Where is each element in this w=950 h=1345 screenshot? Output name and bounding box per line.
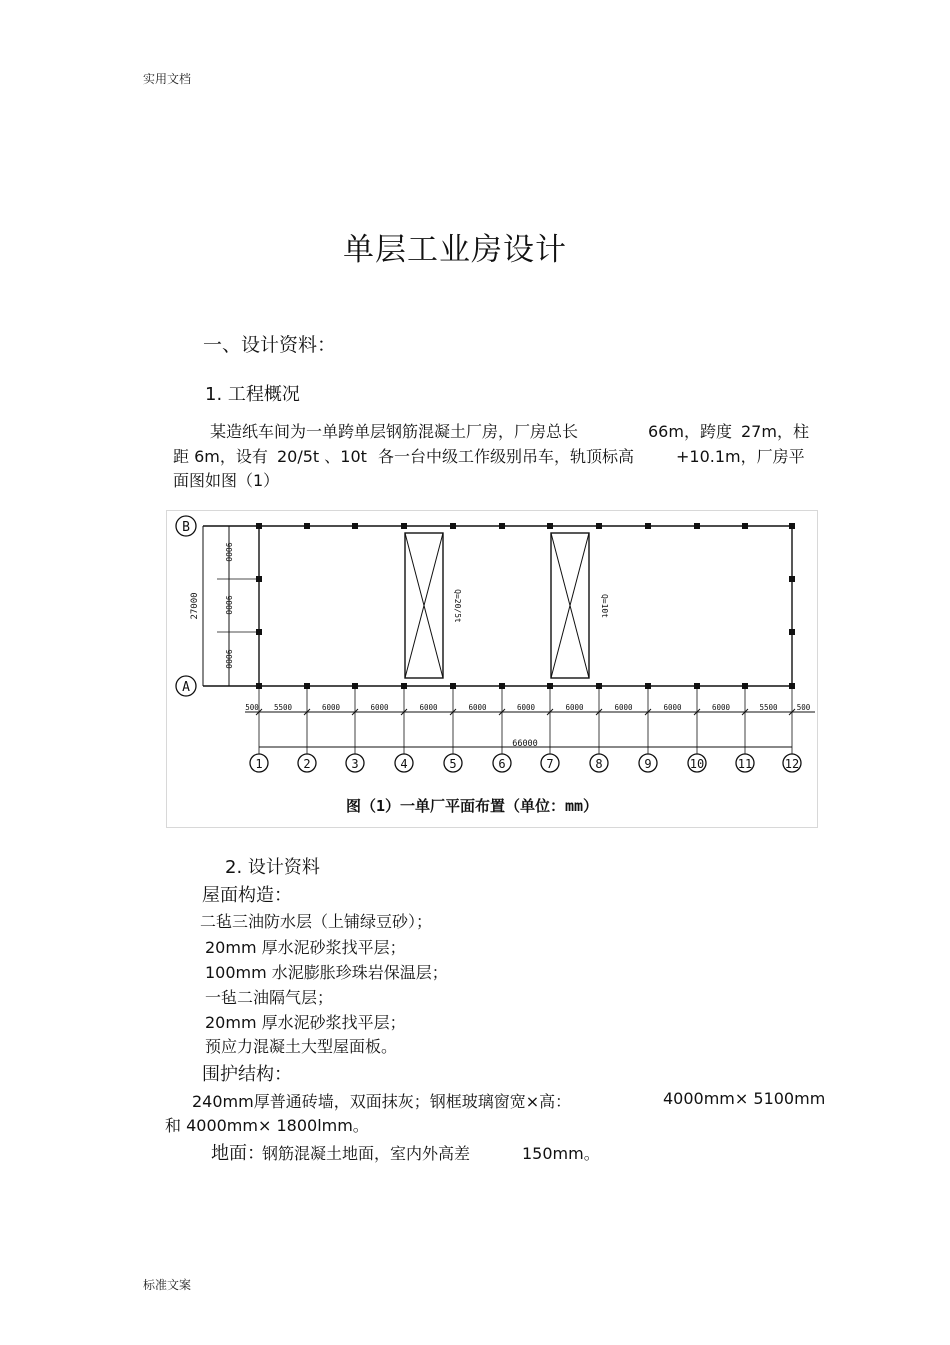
axis-number-9: 9 xyxy=(644,757,652,771)
bottom-dim-12: 5500 xyxy=(759,703,778,712)
roof-item-5: 20mm 厚水泥砂浆找平层； xyxy=(205,1013,406,1032)
left-dim-3: 9000 xyxy=(224,649,233,669)
enclosure-heading: 围护结构： xyxy=(202,1064,292,1085)
axis-number-11: 11 xyxy=(737,757,753,771)
roof-item-1: 二毡三油防水层（上铺绿豆砂）； xyxy=(200,912,433,931)
overview-line-1b: 66m，跨度 xyxy=(648,422,732,441)
overview-line-1c: 27m，柱 xyxy=(741,422,809,441)
bottom-dim-1: 500 xyxy=(245,703,259,712)
column-top-4 xyxy=(401,523,407,529)
column-top-2 xyxy=(304,523,310,529)
end-column-left-1 xyxy=(256,576,262,582)
roof-heading: 屋面构造： xyxy=(202,885,292,906)
enclosure-line-2: 和 4000mm× 1800lmm。 xyxy=(165,1116,369,1135)
crane-1-label: Q=20/5t xyxy=(453,589,462,623)
column-top-7 xyxy=(547,523,553,529)
roof-item-3: 100mm 水泥膨胀珍珠岩保温层； xyxy=(205,963,448,982)
bottom-dim-4: 6000 xyxy=(370,703,389,712)
roof-item-2: 20mm 厚水泥砂浆找平层； xyxy=(205,938,406,957)
column-top-8 xyxy=(596,523,602,529)
column-top-11 xyxy=(742,523,748,529)
end-column-left-2 xyxy=(256,629,262,635)
column-top-12 xyxy=(789,523,795,529)
ground-text: 钢筋混凝土地面，室内外高差 xyxy=(262,1144,471,1163)
enclosure-line-1a: 240mm厚普通砖墙，双面抹灰；钢框玻璃窗宽×高： xyxy=(192,1092,572,1111)
column-top-10 xyxy=(694,523,700,529)
left-dim-2: 9000 xyxy=(224,595,233,615)
axis-number-1: 1 xyxy=(255,757,263,771)
column-top-6 xyxy=(499,523,505,529)
column-top-9 xyxy=(645,523,651,529)
axis-number-4: 4 xyxy=(400,757,408,771)
axis-number-5: 5 xyxy=(449,757,457,771)
overview-line-3: 面图如图（1） xyxy=(173,471,280,490)
axis-number-8: 8 xyxy=(595,757,603,771)
subsection-heading-design-data: 2. 设计资料 xyxy=(225,857,320,878)
crane-2-label: Q=10t xyxy=(600,593,609,619)
bottom-dim-10: 6000 xyxy=(663,703,682,712)
total-span-dim: 27000 xyxy=(190,592,200,620)
end-column-right-2 xyxy=(789,629,795,635)
page-footer: 标准文案 xyxy=(143,1278,192,1292)
axis-letter-b: B xyxy=(182,520,190,535)
axis-number-12: 12 xyxy=(784,757,800,771)
overview-line-2d: +10.1m，厂房平 xyxy=(676,447,805,466)
bottom-dim-3: 6000 xyxy=(321,703,341,712)
bottom-dim-13: 500 xyxy=(796,703,811,712)
column-top-1 xyxy=(256,523,262,529)
bottom-dim-2: 5500 xyxy=(273,703,293,712)
bottom-dim-6: 6000 xyxy=(468,703,487,712)
subsection-heading-overview: 1. 工程概况 xyxy=(205,384,300,405)
plant-layout-figure xyxy=(166,510,818,828)
overview-line-2a: 距 6m，设有 xyxy=(173,447,268,466)
section-heading-design-data: 一、设计资料： xyxy=(203,334,337,356)
column-top-5 xyxy=(450,523,456,529)
axis-letter-a: A xyxy=(182,680,190,695)
left-dim-1: 9000 xyxy=(224,542,233,562)
bottom-dim-8: 6000 xyxy=(565,703,584,712)
total-length-dim: 66000 xyxy=(512,739,538,749)
page-header: 实用文档 xyxy=(143,72,192,86)
figure-caption: 图（1）一单厂平面布置（单位：mm） xyxy=(345,797,599,815)
bottom-dim-5: 6000 xyxy=(419,703,438,712)
document-title: 单层工业房设计 xyxy=(343,232,567,268)
plant-layout-drawing xyxy=(167,511,817,827)
axis-number-10: 10 xyxy=(689,757,705,771)
overview-line-2b: 20/5t 、10t xyxy=(277,447,367,466)
end-column-right-1 xyxy=(789,576,795,582)
bottom-dim-9: 6000 xyxy=(614,703,633,712)
enclosure-line-1b: 4000mm× 5100mm xyxy=(663,1089,826,1108)
axis-number-7: 7 xyxy=(546,757,554,771)
axis-number-6: 6 xyxy=(498,757,506,771)
bottom-dim-7: 6000 xyxy=(516,703,536,712)
axis-number-3: 3 xyxy=(351,757,359,771)
roof-item-6: 预应力混凝土大型屋面板。 xyxy=(205,1037,398,1056)
ground-label: 地面： xyxy=(211,1143,265,1164)
ground-value: 150mm。 xyxy=(522,1144,600,1163)
axis-number-2: 2 xyxy=(303,757,311,771)
overview-line-1a: 某造纸车间为一单跨单层钢筋混凝土厂房，厂房总长 xyxy=(210,422,579,441)
roof-item-4: 一毡二油隔气层； xyxy=(205,988,334,1007)
bottom-dim-11: 6000 xyxy=(711,703,731,712)
column-top-3 xyxy=(352,523,358,529)
overview-line-2c: 各一台中级工作级别吊车，轨顶标高 xyxy=(378,447,635,466)
